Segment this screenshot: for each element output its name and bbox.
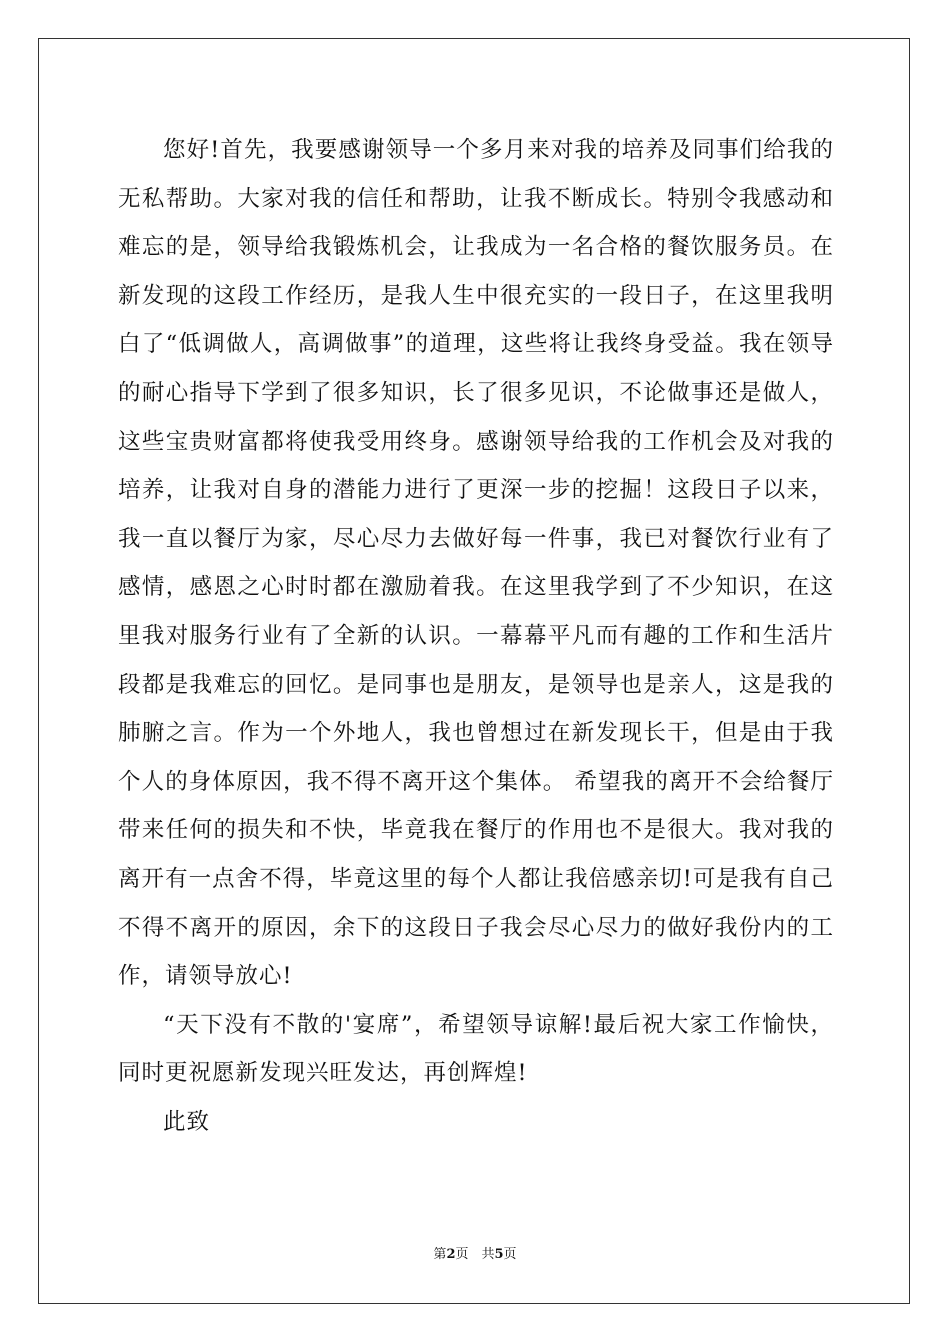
page-footer — [0, 1247, 950, 1263]
page-prefix: 第 — [433, 1247, 447, 1262]
page-suffix: 页 — [503, 1247, 517, 1262]
paragraph-main: 您好!首先，我要感谢领导一个多月来对我的培养及同事们给我的无私帮助。大家对我的信任和帮助，让我不断成长。特别令我感动和难忘的是，领导给我锻炼机会，让我成为一名合格的餐饮服务员。在新发现的这段工作经历，是我人生中很充实的一段日子，在这里我明白了“低调做人，高调做事”的道理，这些将让我终身受益。我在领导的耐心指导下学到了很多知识，长了很多见识，不论做事还是做人，这些宝贵财富都将使我受用终身。感谢领导给我的工作机会及对我的培养，让我对自身的潜能力进行了更深一步的挖掘！这段日子以来，我一直以餐厅为家，尽心尽力去做好每一件事，我已对餐饮行业有了感情，感恩之心时时都在激励着我。在这里我学到了不少知识，在这里我对服务行业有了全新的认识。一幕幕平凡而有趣的工作和生活片段都是我难忘的回忆。是同事也是朋友，是领导也是亲人，这是我的肺腑之言。作为一个外地人，我也曾想过在新发现长干，但是由于我个人的身体原因，我不得不离开这个集体。 希望我的离开不会给餐厅带来任何的损失和不快，毕竟我在餐厅的作用也不是很大。我对我的离开有一点舍不得，毕竟这里的每个人都让我倍感亲切!可是我有自己不得不离开的原因，余下的这段日子我会尽心尽力的做好我份内的工作，请领导放心! — [118, 137, 834, 990]
page-mid: 页 共 — [455, 1247, 495, 1262]
current-page-number: 2 — [446, 1247, 456, 1262]
letter-body — [118, 126, 834, 1146]
paragraph-closing: 此致 — [163, 1108, 211, 1135]
total-pages-number: 5 — [494, 1247, 504, 1262]
paragraph-farewell: “天下没有不散的'宴席”，希望领导谅解!最后祝大家工作愉快，同时更祝愿新发现兴旺发达，再创辉煌! — [118, 1011, 834, 1087]
